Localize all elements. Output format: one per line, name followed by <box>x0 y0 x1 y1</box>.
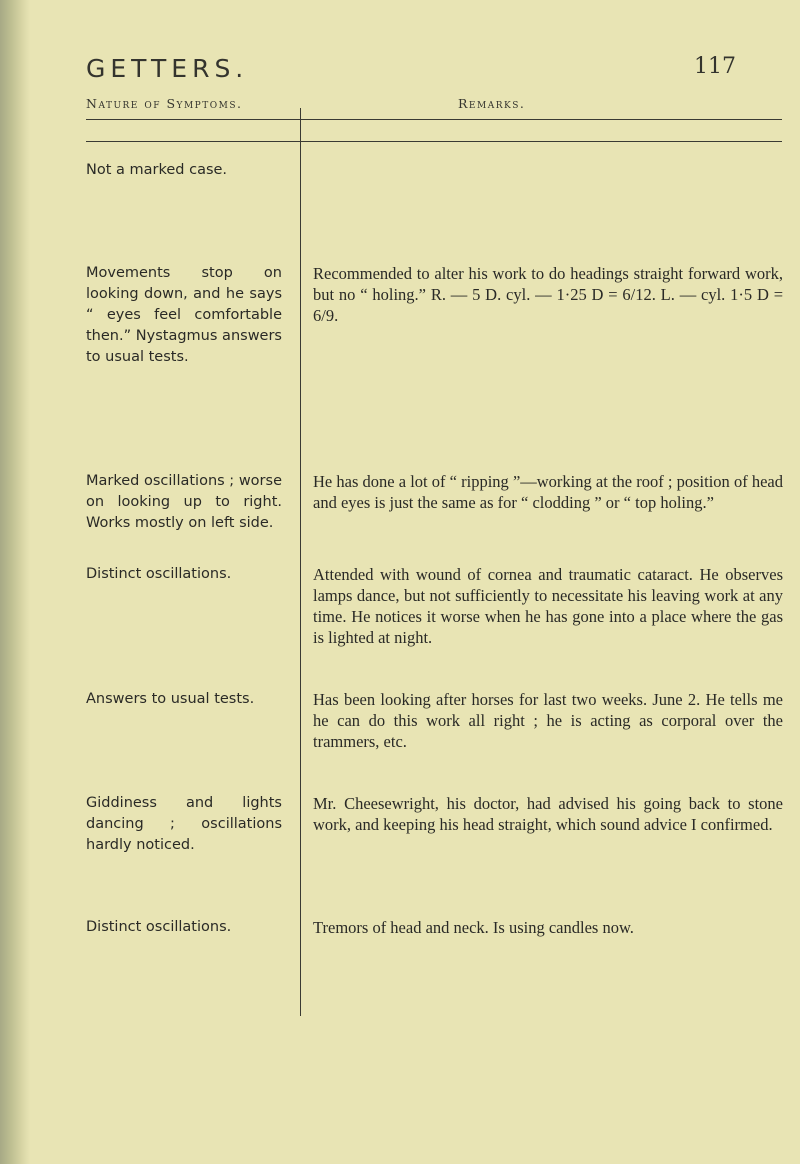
remarks-cell: He has done a lot of “ ripping ”—working at the roof ; position of head and eyes is just the same as for “ clodding ” or “ top holing.” <box>313 472 783 512</box>
symptoms-cell: Giddiness and lights dancing ; oscillations hardly noticed. <box>86 795 282 853</box>
page-number: 117 <box>694 54 736 79</box>
symptoms-cell: Not a marked case. <box>86 162 228 178</box>
symptoms-cell: Marked oscillations ; worse on looking up to right. Works mostly on left side. <box>86 473 282 531</box>
remarks-cell: Mr. Cheesewright, his doctor, had advised his going back to stone work, and keeping his head straight, which sound advice I confirmed. <box>313 794 783 834</box>
remarks-cell: Has been looking after horses for last two weeks. June 2. He tells me he can do this work all right ; he is acting as corporal over the trammers, etc. <box>313 690 783 751</box>
symptoms-cell: Answers to usual tests. <box>86 691 255 707</box>
column-header-symptoms: Nature of Symptoms. <box>86 96 243 111</box>
symptoms-cell: Distinct oscillations. <box>86 919 232 935</box>
remarks-cell: Recommended to alter his work to do headings straight forward work, but no “ holing.” R. — 5 D. cyl. — 1·25 D = 6/12. L. — cyl. 1·5 D = 6/9. <box>313 264 783 325</box>
book-spine-shadow <box>0 0 30 1164</box>
header-rule-bottom <box>86 141 782 142</box>
column-header-remarks: Remarks. <box>458 96 526 111</box>
symptoms-cell: Distinct oscillations. <box>86 566 232 582</box>
remarks-cell: Attended with wound of cornea and traumatic cataract. He observes lamps dance, but not sufficiently to necessitate his leaving work at any time. He notices it worse when he has gone into a place where the gas is lighted at night. <box>313 565 783 647</box>
remarks-cell: Tremors of head and neck. Is using candles now. <box>313 918 634 937</box>
symptoms-cell: Movements stop on looking down, and he says “ eyes feel comfortable then.” Nystagmus answers to usual tests. <box>86 265 282 365</box>
running-head-title: GETTERS. <box>86 54 249 83</box>
column-divider <box>300 108 301 1016</box>
header-rule-top <box>86 119 782 120</box>
